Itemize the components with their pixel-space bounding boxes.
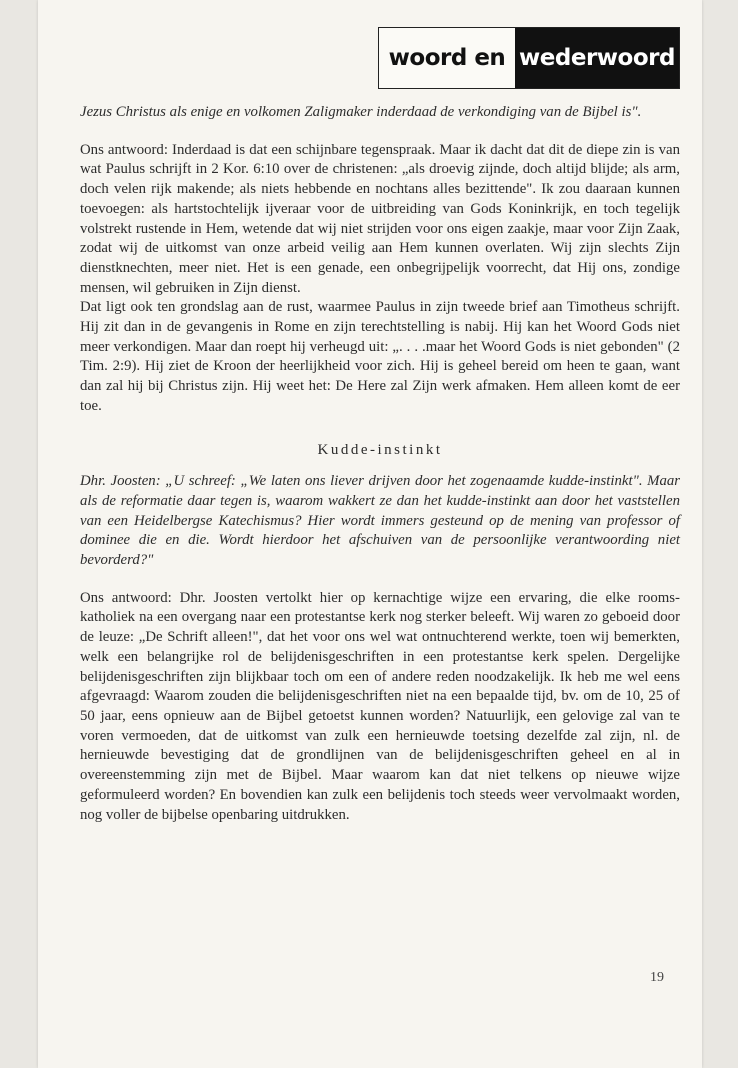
header-woord-en: woord en — [379, 28, 515, 88]
column-header-badge — [378, 27, 680, 89]
paragraph-answer-2: Dat ligt ook ten grondslag aan de rust, waarmee Paulus in zijn tweede brief aan Timotheus schrijft. Hij zit dan in de gevangenis in Rome en zijn terechtstelling is nabij. Hij kan het Woord Gods niet meer verkondigen. Maar dan roept hij verheugd uit: „. . . .maar het Woord Gods is niet gebonden" (2 Tim. 2:9). Hij ziet de Kroon der heerlijkheid voor zich. Hij is geheel bereid om heen te gaan, want dan zal hij bij Christus zijn. Hij weet het: De Here zal Zijn werk afmaken. Hem alleen komt de eer toe. — [80, 299, 680, 414]
section-heading: Kudde-instinkt — [317, 441, 443, 458]
page — [38, 0, 702, 1068]
header-wederwoord: wederwoord — [515, 28, 679, 88]
paragraph-answer-1: Ons antwoord: Inderdaad is dat een schijnbare tegenspraak. Maar ik dacht dat dit de diepe zin is van wat Paulus schrijft in 2 Kor. 6:10 over de christenen: „als droevig zijnde, doch altijd blijde; als arm, doch velen rijk makende; als niets hebbende en nochtans alles bezittende". Ik zou daaraan kunnen toevoegen: als hartstochtelijk ijveraar voor de uitbreiding van Gods Koninkrijk, en toch tegelijk volstrekt rustende in Hem, wetende dat wij niet strijden voor ons eigen zaakje, maar voor Zijn Zaak, zodat wij de uitkomst van onze arbeid veilig aan Hem kunnen overlaten. Wij zijn slechts Zijn dienstknechten, meer niet. Het is een genade, een onbegrijpelijk voorrecht, dat Hij ons, zondige mensen, wil gebruiken in Zijn dienst. — [80, 141, 680, 296]
paragraph-question-joosten: Dhr. Joosten: „U schreef: „We laten ons liever drijven door het zogenaamde kudde-instinkt". Maar als de reformatie daar tegen is, waarom wakkert ze dan het kudde-instinkt aan door het vaststellen van een Heidelbergse Katechismus? Hier wordt immers gesteund op de mening van professor of dominee die en die. Wordt hierdoor het afschuiven van de persoonlijke verantwoording niet bevorderd?" — [80, 473, 680, 569]
paragraph-question-end: Jezus Christus als enige en volkomen Zaligmaker inderdaad de verkondiging van de Bijbel is". — [80, 104, 642, 120]
page-number: 19 — [650, 970, 664, 985]
article-body — [80, 103, 680, 825]
paragraph-answer-3: Ons antwoord: Dhr. Joosten vertolkt hier op kernachtige wijze een ervaring, die elke rooms-katholiek na een overgang naar een protestantse kerk nog sterker beleeft. Wij waren zo geboeid door de leuze: „De Schrift alleen!", dat het voor ons wel wat ontnuchterend werkte, toen wij bemerkten, welk een belangrijke rol de belijdenisgeschriften in een protestantse kerk spelen. Dergelijke belijdenisgeschriften zijn blijkbaar toch om een of andere reden noodzakelijk. Ik heb me wel eens afgevraagd: Waarom zouden die belijdenisgeschriften niet na een bepaalde tijd, bv. om de 10, 25 of 50 jaar, eens opnieuw aan de Bijbel getoetst kunnen worden? Natuurlijk, een gelovige zal van te voren vermoeden, dat de uitkomst van zulk een hernieuwde toetsing dezelfde zal zijn, nl. de hernieuwde bevestiging dat de grondlijnen van de belijdenisgeschriften geheel en al in overeenstemming zijn met de Bijbel. Maar waarom kan dat niet telkens op nieuwe wijze geformuleerd worden? En bovendien kan zulk een belijdenis toch steeds weer vervolmaakt worden, nog voller de bijbelse openbaring uitdrukken. — [80, 589, 680, 823]
